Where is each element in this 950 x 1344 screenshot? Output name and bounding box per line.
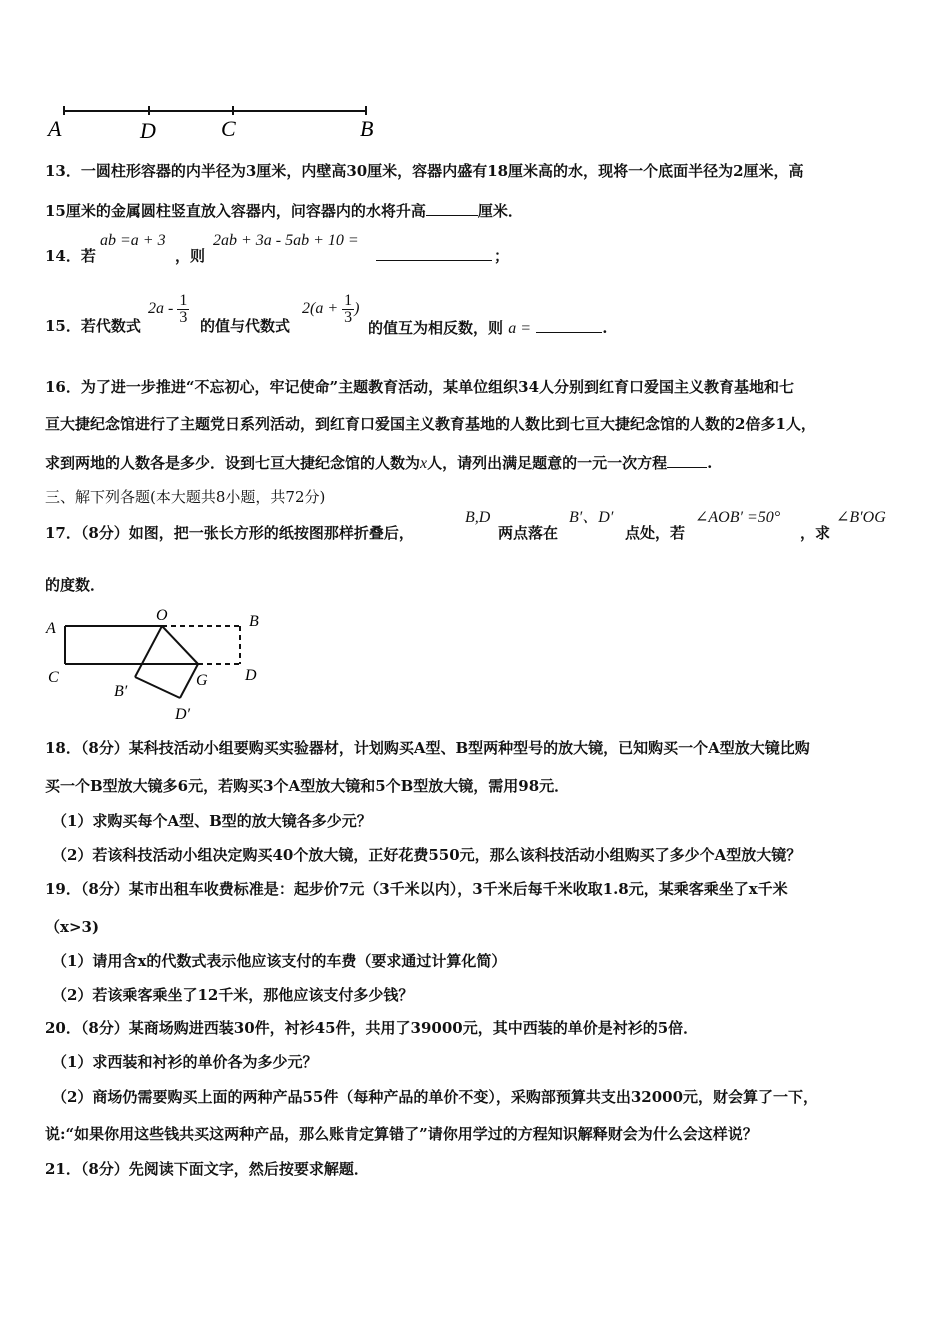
point-label-d: D [140,118,156,143]
q13-text-b: 厘米． [477,202,523,220]
q15-expr2-tail: ) [354,300,360,318]
q15-frac2-num: 1 [344,292,353,309]
q15-answer-blank[interactable] [536,316,602,333]
q15-frac1-den: 3 [179,309,188,326]
q15-expr2-lead: 2(a + [302,300,339,318]
q14-suffix: ； [494,247,510,265]
q15-prefix: 15．若代数式 [45,317,141,335]
q19-sub1: （1）请用含x的代数式表示他应该支付的车费（要求通过计算化简） [52,952,507,970]
q20-line1: 20．（8分）某商场购进西装30件，衬衫45件，共用了39000元，其中西装的单价是衬衫的5倍． [45,1019,699,1037]
q20-sub2-cont: 说:“如果你用这些钱共买这两种产品，那么账肯定算错了”请你用学过的方程知识解释财会为什么会这样说？ [45,1125,758,1143]
q15-fraction-1 [177,293,189,326]
fig-label-d: D [245,667,257,684]
q15-frac2-den: 3 [344,309,353,326]
fig-label-g: G [196,672,208,689]
q15-suffix-a: 的值互为相反数，则 [368,319,504,337]
q15-expr1-lead: 2a - [148,300,174,318]
q13-line2 [45,199,523,221]
point-label-a: A [48,116,62,141]
q19-sub2: （2）若该乘客乘坐了12千米，那他应该支付多少钱？ [52,986,414,1004]
fig-label-d-prime: D′ [175,706,191,723]
q18-line2: 买一个B型放大镜多6元，若购买3个A型放大镜和5个B型放大镜，需用98元． [45,777,570,795]
q20-sub1: （1）求西装和衬衫的单价各为多少元？ [52,1053,318,1071]
q19-line1: 19．（8分）某市出租车收费标准是：起步价7元（3千米以内），3千米后每千米收取1.8元，某乘客乘坐了x千米 [45,880,788,898]
q18-line1: 18．（8分）某科技活动小组要购买实验器材，计划购买A型、B型两种型号的放大镜，已知购买一个A型放大镜比购 [45,739,810,757]
q17-bpdp: B′、D′ [569,509,614,526]
section-heading: 三、解下列各题(本大题共8小题，共72分) [45,488,326,506]
q17-bd: B,D [465,509,491,526]
q15-answer-var: a = [508,320,532,337]
q21-line1: 21．（8分）先阅读下面文字，然后按要求解题． [45,1160,369,1178]
fig-label-o: O [156,607,168,624]
folded-rectangle-figure [40,600,280,725]
point-label-c: C [221,116,236,141]
q16-answer-blank[interactable] [667,451,707,468]
q17-line2: 的度数． [45,576,106,594]
q14-answer-blank[interactable] [376,244,492,261]
q16-line2: 亘大捷纪念馆进行了主题党日系列活动，到红育口爱国主义教育基地的人数比到七亘大捷纪念馆的人数的2倍多1人， [45,415,816,433]
q13-text-a: 15厘米的金属圆柱竖直放入容器内，问容器内的水将升高 [45,202,426,220]
q13-line1: 13．一圆柱形容器的内半径为3厘米，内壁高30厘米，容器内盛有18厘米高的水，现将一个底面半径为2厘米，高 [45,162,804,180]
q15-frac1-num: 1 [179,292,188,309]
point-label-b: B [360,116,374,141]
q16-text-a: 求到两地的人数各是多少．设到七亘大捷纪念馆的人数为 [45,454,421,472]
q15-mid: 的值与代数式 [200,317,291,335]
fig-label-c: C [48,669,59,686]
q14-mid: ，则 [175,247,206,265]
fig-label-b-prime: B′ [114,683,128,700]
q16-text-b: 人，请列出满足题意的一元一次方程 [427,454,668,472]
q18-sub1: （1）求购买每个A型、B型的放大镜各多少元？ [52,812,372,830]
q15-expression1 [148,293,189,326]
q14-prefix: 14．若 [45,247,96,265]
q16-line1: 16．为了进一步推进“不忘初心，牢记使命”主题教育活动，某单位组织34人分别到红育口爱国主义教育基地和七 [45,378,795,396]
fig-label-a: A [46,620,56,637]
q17-part3: 点处，若 [625,524,686,542]
q16-text-c: . [707,454,713,472]
q14-condition: ab =a + 3 [100,232,166,249]
q17-angle2: ∠B′OG [836,509,886,526]
q13-answer-blank[interactable] [426,199,478,216]
q15-suffix [368,316,608,339]
q15-expression2 [302,293,359,326]
q16-line3 [45,451,712,474]
q14-expression: 2ab + 3a - 5ab + 10 = [213,232,359,249]
q17-angle1: ∠AOB′ =50° [695,509,781,526]
q15-suffix-b: . [602,319,608,337]
number-line-figure [40,98,385,144]
q20-sub2: （2）商场仍需要购买上面的两种产品55件（每种产品的单价不变），采购部预算共支出32000元，财会算了一下， [52,1088,819,1106]
q19-line2: （x>3) [45,918,100,936]
q16-var-x: x [420,455,428,472]
q17-part1: 17．（8分）如图，把一张长方形的纸按图那样折叠后， [45,524,414,542]
q15-fraction-2 [342,293,354,326]
q17-part4: ，求 [800,524,831,542]
q18-sub2: （2）若该科技活动小组决定购买40个放大镜，正好花费550元，那么该科技活动小组购买了多少个A型放大镜？ [52,846,802,864]
fig-label-b: B [249,613,259,630]
q17-part2: 两点落在 [498,524,559,542]
